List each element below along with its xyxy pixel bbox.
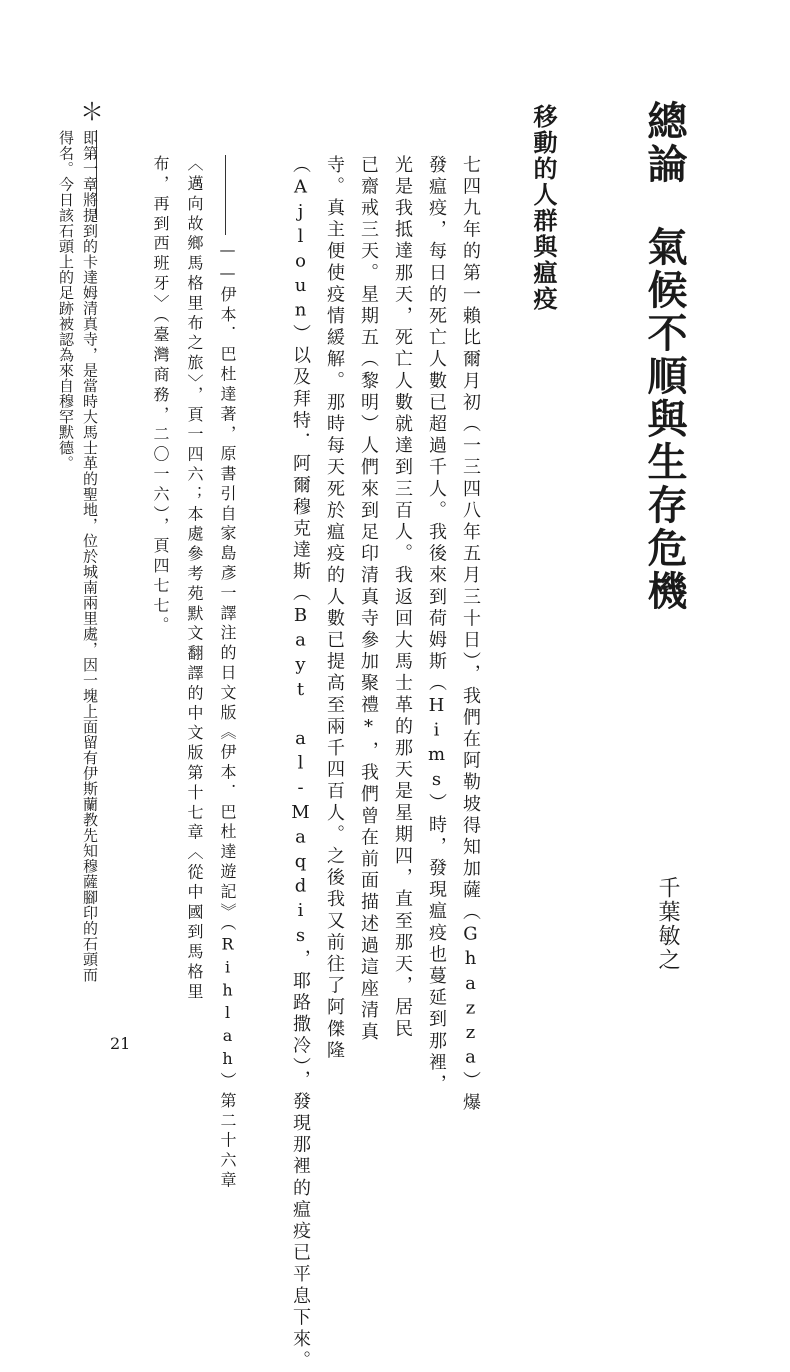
source-note-line: 布，再到西班牙〉（臺灣商務，二〇一六），頁四七七。 — [151, 155, 170, 637]
body-text-column: 已齋戒三天。星期五（黎明）人們來到足印清真寺參加聚禮*，我們曾在前面描述過這座清真 — [358, 155, 379, 1044]
body-text-column: （Ajloun）以及拜特．阿爾穆克達斯（Bayt al-Maqdis，耶路撒冷），發現那裡的瘟疫已平息下來。 — [290, 155, 311, 1372]
page-number: 21 — [110, 1034, 131, 1053]
footnote-line: 即第一章將提到的卡達姆清真寺，是當時大馬士革的聖地，位於城南兩里處，因一塊上面留有伊斯蘭教先知穆薩腳印的石頭而 — [81, 130, 99, 983]
body-text-column: 寺。真主便使疫情緩解。那時每天死於瘟疫的人數已提高至兩千四百人。之後我又前往了阿傑隆 — [324, 155, 345, 1063]
quote-source-divider — [225, 155, 226, 235]
footnote-line: 得名。今日該石頭上的足跡被認為來自穆罕默德。 — [57, 130, 75, 471]
body-text-column: 七四九年的第一賴比爾月初（一三四八年五月三十日），我們在阿勒坡得知加薩（Ghazza）爆 — [460, 155, 481, 1115]
footnote-asterisk: ＊ — [80, 98, 104, 126]
chapter-title-line-1: 總論 — [641, 100, 688, 186]
body-text-column: 發瘟疫，每日的死亡人數已超過千人。我後來到荷姆斯（Hims）時，發現瘟疫也蔓延到那裡， — [426, 155, 447, 1096]
source-note-line: ——伊本．巴杜達著，原書引自家島彥一譯注的日文版《伊本．巴杜達遊記》（Rihlah）第二十六章 — [218, 240, 237, 1192]
source-note-line: 〈邁向故鄉馬格里布之旅〉，頁一四六；本處參考苑默文翻譯的中文版第十七章〈從中國到馬格里 — [185, 155, 204, 1003]
body-text-column: 光是我抵達那天，死亡人數就達到三百人。我返回大馬士革的那天是星期四，直至那天，居民 — [392, 155, 413, 1041]
author-name: 千葉敏之 — [655, 876, 680, 972]
section-subtitle: 移動的人群與瘟疫 — [529, 104, 558, 312]
chapter-title-line-2: 氣候不順與生存危機 — [641, 226, 688, 613]
